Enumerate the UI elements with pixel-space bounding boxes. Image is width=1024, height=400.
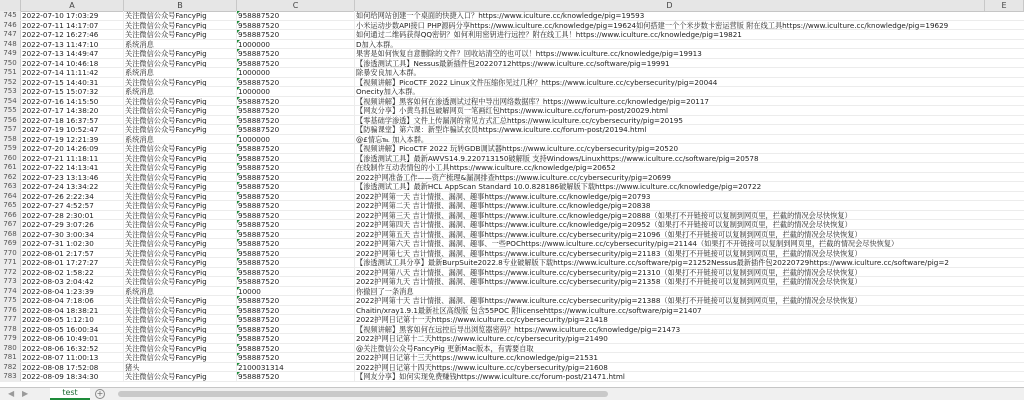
next-sheet-icon[interactable]: ▶ [22, 389, 29, 398]
cell-c[interactable]: 958887520 [237, 296, 355, 305]
table-row [0, 11, 1024, 21]
cell-d[interactable]: 【渗透测试工具】最新AWVS14.9.220713150破解版 支持Windows/Linuxhttps://www.iculture.cc/software/pig=20578 [356, 153, 759, 163]
cell-c[interactable]: 958887520 [237, 163, 355, 172]
column-header-b[interactable]: B [124, 0, 237, 11]
cell-a[interactable]: 2022-07-26 2:22:34 [21, 192, 124, 201]
table-row [0, 40, 1024, 50]
cell-d[interactable]: 【网友分享】如何实现免费赚钱https://www.iculture.cc/forum-post/21471.html [356, 372, 625, 381]
cell-a[interactable]: 2022-07-15 14:40:31 [21, 78, 124, 87]
cell-a[interactable]: 2022-08-08 17:52:08 [21, 363, 124, 372]
row-number[interactable]: 767 [0, 220, 21, 229]
cell-c[interactable]: 958887520 [237, 249, 355, 258]
cell-d[interactable]: 2022护网第五天 吉计情报、漏洞、趣事https://www.iculture.cc/cybersecurity/pig=21096（如果打不开链接可以复制到网页里，拦截的情况会尽快恢复） [356, 229, 862, 239]
cell-b[interactable]: 关注微信公众号FancyPig [124, 211, 237, 220]
row-number[interactable]: 775 [0, 296, 21, 305]
row-number[interactable]: 746 [0, 21, 21, 30]
cell-d[interactable]: 2022护网第四天 吉计情报、漏洞、趣事https://www.iculture.cc/knowledge/pig=20952（如果打不开链接可以复制到网页里，拦截的情况会尽快恢复） [356, 220, 852, 229]
row-number[interactable]: 761 [0, 163, 21, 172]
table-row [0, 192, 1024, 202]
prev-sheet-icon[interactable]: ◀ [8, 389, 15, 398]
row-number[interactable]: 757 [0, 125, 21, 134]
row-number[interactable]: 779 [0, 334, 21, 343]
cell-a[interactable]: 2022-08-01 2:17:57 [21, 249, 124, 258]
cell-b[interactable]: 关注微信公众号FancyPig [124, 258, 237, 267]
cell-a[interactable]: 2022-08-01 17:27:27 [21, 258, 124, 267]
table-row [0, 315, 1024, 325]
table-row [0, 296, 1024, 306]
cell-b[interactable]: 关注微信公众号FancyPig [124, 173, 237, 182]
cell-a[interactable]: 2022-07-29 3:07:26 [21, 220, 124, 229]
row-number[interactable]: 771 [0, 258, 21, 267]
row-number[interactable]: 753 [0, 87, 21, 96]
cell-d[interactable]: 在线制作互动表情包的小工具https://www.iculture.cc/knowledge/pig=20652 [356, 163, 616, 172]
row-number[interactable]: 777 [0, 315, 21, 324]
cell-b[interactable]: 关注微信公众号FancyPig [124, 296, 237, 305]
cell-b[interactable]: 关注微信公众号FancyPig [124, 268, 237, 277]
table-row [0, 287, 1024, 297]
table-row [0, 258, 1024, 268]
cell-b[interactable]: 关注微信公众号FancyPig [124, 353, 237, 362]
cell-b[interactable]: 系统消息 [124, 287, 237, 296]
row-number[interactable]: 754 [0, 97, 21, 106]
cell-c[interactable]: 958887520 [237, 344, 355, 353]
cell-c[interactable]: 958887520 [237, 230, 355, 239]
cell-a[interactable]: 2022-07-15 15:07:32 [21, 87, 124, 96]
table-row [0, 268, 1024, 278]
rows-container [0, 11, 1024, 382]
cell-a[interactable]: 2022-07-19 10:52:47 [21, 125, 124, 134]
cell-a[interactable]: 2022-07-20 14:26:09 [21, 144, 124, 153]
cell-d[interactable]: 【防骗课堂】第六课：新型诈骗试衣员https://www.iculture.cc/forum-post/20194.html [356, 125, 647, 134]
table-row [0, 125, 1024, 135]
cell-a[interactable]: 2022-07-23 13:13:46 [21, 173, 124, 182]
column-header-a[interactable]: A [21, 0, 124, 11]
cell-c[interactable]: 958887520 [237, 325, 355, 334]
cell-c[interactable]: 958887520 [237, 97, 355, 106]
cell-c[interactable]: 958887520 [237, 334, 355, 343]
table-row [0, 239, 1024, 249]
cell-b[interactable]: 关注微信公众号FancyPig [124, 59, 237, 68]
cell-d[interactable]: 如何给网站创建一个桌面的快捷入口？https://www.iculture.cc/knowledge/pig=19593 [356, 11, 645, 20]
row-number[interactable]: 780 [0, 344, 21, 353]
cell-d[interactable]: 【网友分享】小黄鸟抓包破解网页一笔画红包https://www.iculture.cc/forum-post/20029.html [356, 106, 668, 115]
cell-c[interactable]: 958887520 [237, 192, 355, 201]
cell-c[interactable]: 958887520 [237, 315, 355, 324]
sheet-tab-test[interactable]: test [50, 388, 90, 400]
cell-d[interactable]: 2022护网第一天 吉计情报、漏洞、趣事https://www.iculture.cc/knowledge/pig=20793 [356, 191, 651, 201]
cell-c[interactable]: 958887520 [237, 144, 355, 153]
cell-d[interactable]: Onecity加入本群。 [356, 87, 420, 96]
cell-c[interactable]: 958887520 [237, 353, 355, 362]
cell-b[interactable]: 关注微信公众号FancyPig [124, 49, 237, 58]
cell-a[interactable]: 2022-07-21 11:18:11 [21, 154, 124, 163]
table-row [0, 106, 1024, 116]
cell-b[interactable]: 关注微信公众号FancyPig [124, 249, 237, 258]
cell-d[interactable]: 【渗透测试工具】最新HCL AppScan Standard 10.0.828186破解版下载https://www.iculture.cc/knowledge/pig=20722 [356, 182, 762, 191]
cell-d[interactable]: 【渗透测试工具分享】最新BurpSuite2022.8专业破解版下载https://www.iculture.cc/software/pig=21252Nessus最新插件包20220729https://www.iculture.cc/software/pig=2 [356, 258, 949, 267]
cell-d[interactable]: 2022护网第八天 吉计情报、漏洞、趣事https://www.iculture.cc/cybersecurity/pig=21310（如果打不开链接可以复制到网页里，拦截的情况会尽快恢复） [356, 267, 862, 277]
cell-b[interactable]: 关注微信公众号FancyPig [124, 116, 237, 125]
cell-b[interactable]: 关注微信公众号FancyPig [124, 30, 237, 39]
table-row [0, 135, 1024, 145]
cell-d[interactable]: 你撤回了一条消息 [356, 286, 414, 296]
row-number[interactable]: 778 [0, 325, 21, 334]
table-row [0, 68, 1024, 78]
row-number[interactable]: 774 [0, 287, 21, 296]
cell-c[interactable]: 1000000 [237, 135, 355, 144]
cell-b[interactable]: 关注微信公众号FancyPig [124, 201, 237, 210]
cell-b[interactable]: 关注微信公众号FancyPig [124, 344, 237, 353]
cell-b[interactable]: 关注微信公众号FancyPig [124, 315, 237, 324]
table-row [0, 211, 1024, 221]
cell-b[interactable]: 系统消息 [124, 87, 237, 96]
table-row [0, 182, 1024, 192]
cell-b[interactable]: 关注微信公众号FancyPig [124, 306, 237, 315]
cell-b[interactable]: 关注微信公众号FancyPig [124, 192, 237, 201]
cell-d[interactable]: 【视频讲解】PicoCTF 2022 玩转GDB调试器https://www.iculture.cc/cybersecurity/pig=20520 [356, 144, 679, 153]
cell-b[interactable]: 关注微信公众号FancyPig [124, 163, 237, 172]
row-number[interactable]: 782 [0, 363, 21, 372]
cell-c[interactable]: 958887520 [237, 11, 355, 20]
cell-a[interactable]: 2022-07-18 16:37:57 [21, 116, 124, 125]
cell-b[interactable]: 关注微信公众号FancyPig [124, 372, 237, 381]
table-row [0, 249, 1024, 259]
cell-d[interactable]: 【渗透测试工具】Nessus最新插件包20220712https://www.iculture.cc/software/pig=19991 [356, 58, 670, 68]
table-row [0, 277, 1024, 287]
cell-a[interactable]: 2022-08-05 1:12:10 [21, 315, 124, 324]
table-row [0, 363, 1024, 373]
cell-c[interactable]: 1000000 [237, 40, 355, 49]
cell-b[interactable]: 关注微信公众号FancyPig [124, 325, 237, 334]
table-row [0, 116, 1024, 126]
table-row [0, 306, 1024, 316]
table-row [0, 201, 1024, 211]
row-number[interactable]: 772 [0, 268, 21, 277]
cell-d[interactable]: 如何通过二维码获得QQ密钥？如何利用密钥进行远控？附在线工具！https://www.iculture.cc/knowledge/pig=19821 [356, 30, 742, 39]
cell-d[interactable]: 2022护网第三天 吉计情报、漏洞、趣事https://www.iculture.cc/knowledge/pig=20888（如果打不开链接可以复制到网页里，拦截的情况会尽快恢复） [356, 210, 852, 220]
row-number[interactable]: 758 [0, 135, 21, 144]
cell-a[interactable]: 2022-07-17 14:38:20 [21, 106, 124, 115]
cell-a[interactable]: 2022-07-22 14:13:41 [21, 163, 124, 172]
row-number[interactable]: 745 [0, 11, 21, 20]
row-number[interactable]: 748 [0, 40, 21, 49]
table-row [0, 334, 1024, 344]
row-number[interactable]: 781 [0, 353, 21, 362]
cell-d[interactable]: 【视频讲解】黑客如何在远控后导出浏览器密码？https://www.iculture.cc/knowledge/pig=21473 [356, 324, 681, 334]
row-number[interactable]: 762 [0, 173, 21, 182]
table-row [0, 21, 1024, 31]
cell-a[interactable]: 2022-07-14 10:46:18 [21, 59, 124, 68]
cell-c[interactable]: 958887520 [237, 78, 355, 87]
column-header-c[interactable]: C [237, 0, 355, 11]
cell-d[interactable]: 2022护网第七天 吉计情报、漏洞、趣事https://www.iculture.cc/cybersecurity/pig=21183（如果打不开链接可以复制到网页里，拦截的情况会尽快恢复） [356, 248, 862, 258]
cell-a[interactable]: 2022-08-09 18:34:30 [21, 372, 124, 381]
cell-a[interactable]: 2022-07-27 4:52:57 [21, 201, 124, 210]
cell-c[interactable]: 958887520 [237, 306, 355, 315]
row-number[interactable]: 751 [0, 68, 21, 77]
cell-b[interactable]: 关注微信公众号FancyPig [124, 334, 237, 343]
cell-c[interactable]: 958887520 [237, 30, 355, 39]
cell-c[interactable]: 958887520 [237, 277, 355, 286]
table-row [0, 163, 1024, 173]
table-row [0, 30, 1024, 40]
cell-a[interactable]: 2022-07-12 16:27:46 [21, 30, 124, 39]
cell-a[interactable]: 2022-07-11 14:17:07 [21, 21, 124, 30]
cell-c[interactable]: 2100031314 [237, 363, 355, 372]
table-row [0, 230, 1024, 240]
cell-a[interactable]: 2022-07-19 12:21:39 [21, 135, 124, 144]
cell-a[interactable]: 2022-07-24 13:34:22 [21, 182, 124, 191]
row-number[interactable]: 749 [0, 49, 21, 58]
select-all-corner[interactable] [0, 0, 21, 11]
cell-b[interactable]: 关注微信公众号FancyPig [124, 78, 237, 87]
horizontal-scrollbar[interactable] [118, 390, 1024, 398]
cell-a[interactable]: 2022-07-14 11:11:42 [21, 68, 124, 77]
cell-c[interactable]: 958887520 [237, 258, 355, 267]
scrollbar-thumb[interactable] [118, 391, 608, 397]
cell-c[interactable]: 958887520 [237, 239, 355, 248]
cell-b[interactable]: 关注微信公众号FancyPig [124, 21, 237, 30]
cell-b[interactable]: 系统消息 [124, 68, 237, 77]
cell-c[interactable]: 958887520 [237, 211, 355, 220]
cell-b[interactable]: 关注微信公众号FancyPig [124, 239, 237, 248]
cell-d[interactable]: 【视频讲解】PicoCTF 2022 Linux文件压缩你见过几种？https://www.iculture.cc/cybersecurity/pig=20044 [356, 77, 718, 87]
cell-c[interactable]: 958887520 [237, 182, 355, 191]
cell-d[interactable]: 2022护网日记第十一天https://www.iculture.cc/cybersecurity/pig=21418 [356, 315, 608, 324]
cell-a[interactable]: 2022-07-28 2:30:01 [21, 211, 124, 220]
row-number[interactable]: 755 [0, 106, 21, 115]
cell-d[interactable]: 除暴安良加入本群。 [356, 68, 421, 77]
cell-c[interactable]: 958887520 [237, 49, 355, 58]
cell-d[interactable]: 2022护网日记第十四天https://www.iculture.cc/cybersecurity/pig=21608 [356, 362, 608, 372]
cell-b[interactable]: 关注微信公众号FancyPig [124, 182, 237, 191]
cell-c[interactable]: 1000000 [237, 87, 355, 96]
table-row [0, 97, 1024, 107]
row-number[interactable]: 769 [0, 239, 21, 248]
table-row [0, 59, 1024, 69]
cell-a[interactable]: 2022-08-07 11:00:13 [21, 353, 124, 362]
cell-d[interactable]: 小米运动步数API接口 PHP源码分享https://www.iculture.cc/knowledge/pig=19624如何搭建一个个米步数卡密运营版 附在线工具https://www.iculture.cc/knowledge/pig=19629 [356, 20, 949, 30]
cell-d[interactable]: 2022护网第十天 吉计情报、漏洞、趣事https://www.iculture.cc/cybersecurity/pig=21388（如果打不开链接可以复制到网页里，拦截的情况会尽快恢复） [356, 296, 862, 305]
cell-b[interactable]: 关注微信公众号FancyPig [124, 97, 237, 106]
row-number[interactable]: 776 [0, 306, 21, 315]
cell-b[interactable]: 猪头 [124, 363, 237, 372]
row-number[interactable]: 750 [0, 59, 21, 68]
cell-d[interactable]: 2022护网第二天 吉计情报、漏洞、趣事https://www.iculture.cc/knowledge/pig=20838 [356, 201, 651, 210]
cell-c[interactable]: 958887520 [237, 220, 355, 229]
cell-a[interactable]: 2022-07-16 14:15:50 [21, 97, 124, 106]
cell-d[interactable]: 果害是如何恢复自意删除的文件？回收站清空的也可以！https://www.iculture.cc/knowledge/pig=19913 [356, 49, 702, 58]
table-row [0, 144, 1024, 154]
cell-c[interactable]: 958887520 [237, 154, 355, 163]
cell-b[interactable]: 关注微信公众号FancyPig [124, 154, 237, 163]
column-header-e[interactable]: E [985, 0, 1024, 11]
row-number[interactable]: 765 [0, 201, 21, 210]
cell-c[interactable]: 958887520 [237, 106, 355, 115]
table-row [0, 154, 1024, 164]
table-row [0, 344, 1024, 354]
table-row [0, 78, 1024, 88]
add-sheet-icon[interactable]: + [96, 389, 104, 398]
cell-a[interactable]: 2022-08-03 2:04:42 [21, 277, 124, 286]
cell-d[interactable]: @£情忘℡ 加入本群。 [356, 134, 429, 144]
cell-c[interactable]: 958887520 [237, 173, 355, 182]
table-row [0, 325, 1024, 335]
cell-a[interactable]: 2022-08-04 18:38:21 [21, 306, 124, 315]
cell-a[interactable]: 2022-07-13 11:47:10 [21, 40, 124, 49]
cell-d[interactable]: Chaitin/xray1.9.1最新社区高级版 包含55POC 附licensehttps://www.iculture.cc/software/pig=21407 [356, 305, 702, 315]
cell-c[interactable]: 958887520 [237, 59, 355, 68]
row-number[interactable]: 773 [0, 277, 21, 286]
row-number[interactable]: 764 [0, 192, 21, 201]
cell-b[interactable]: 关注微信公众号FancyPig [124, 277, 237, 286]
cell-a[interactable]: 2022-07-13 14:49:47 [21, 49, 124, 58]
table-row [0, 173, 1024, 183]
table-row [0, 87, 1024, 97]
cell-b[interactable]: 关注微信公众号FancyPig [124, 144, 237, 153]
row-number[interactable]: 766 [0, 211, 21, 220]
cell-d[interactable]: 【零基础学渗透】文件上传漏洞的常见方式汇总https://www.iculture.cc/cybersecurity/pig=20195 [356, 115, 683, 125]
cell-a[interactable]: 2022-08-06 16:32:52 [21, 344, 124, 353]
cell-d[interactable]: 2022护网第九天 吉计情报、漏洞、趣事https://www.iculture.cc/cybersecurity/pig=21358（如果打不开链接可以复制到网页里，拦截的情况会尽快恢复） [356, 277, 862, 286]
row-number[interactable]: 747 [0, 30, 21, 39]
cell-d[interactable]: @关注微信公众号FancyPig 更新Mac版本，有需要自取 [356, 343, 534, 353]
cell-c[interactable]: 1000000 [237, 68, 355, 77]
table-row [0, 353, 1024, 363]
row-number[interactable]: 783 [0, 372, 21, 381]
cell-a[interactable]: 2022-07-31 1:02:30 [21, 239, 124, 248]
cell-b[interactable]: 关注微信公众号FancyPig [124, 11, 237, 20]
cell-d[interactable]: 2022护网准备工作——资产梳理&漏洞排查https://www.iculture.cc/cybersecurity/pig=20699 [356, 172, 671, 182]
cell-c[interactable]: 958887520 [237, 372, 355, 381]
cell-a[interactable]: 2022-07-30 3:00:34 [21, 230, 124, 239]
cell-a[interactable]: 2022-08-02 1:58:22 [21, 268, 124, 277]
cell-d[interactable]: 2022护网第六天 吉计情报、漏洞、趣事、一些POChttps://www.iculture.cc/cybersecurity/pig=21144（如果打不开链接可以复制到网页里，拦截的情况会尽快恢复） [356, 239, 899, 248]
cell-c[interactable]: 958887520 [237, 201, 355, 210]
cell-b[interactable]: 关注微信公众号FancyPig [124, 106, 237, 115]
cell-c[interactable]: 958887520 [237, 268, 355, 277]
cell-a[interactable]: 2022-08-04 7:18:06 [21, 296, 124, 305]
cell-b[interactable]: 关注微信公众号FancyPig [124, 220, 237, 229]
column-header-d[interactable]: D [355, 0, 985, 11]
cell-a[interactable]: 2022-08-05 16:00:34 [21, 325, 124, 334]
cell-b[interactable]: 关注微信公众号FancyPig [124, 125, 237, 134]
cell-b[interactable]: 关注微信公众号FancyPig [124, 230, 237, 239]
cell-b[interactable]: 系统消息 [124, 135, 237, 144]
cell-b[interactable]: 系统消息 [124, 40, 237, 49]
cell-d[interactable]: D加入本群。 [356, 39, 398, 49]
row-number[interactable]: 763 [0, 182, 21, 191]
row-number[interactable]: 770 [0, 249, 21, 258]
row-number[interactable]: 752 [0, 78, 21, 87]
sheet-tab-bar [0, 387, 1024, 400]
cell-c[interactable]: 958887520 [237, 21, 355, 30]
cell-d[interactable]: 2022护网日记第十二天https://www.iculture.cc/cybersecurity/pig=21490 [356, 334, 608, 343]
cell-c[interactable]: 958887520 [237, 116, 355, 125]
cell-d[interactable]: 2022护网日记第十三天https://www.iculture.cc/knowledge/pig=21531 [356, 353, 598, 362]
cell-a[interactable]: 2022-07-10 17:03:29 [21, 11, 124, 20]
table-row [0, 220, 1024, 230]
cell-d[interactable]: 【视频讲解】黑客如何在渗透测试过程中导出网络数据库？https://www.iculture.cc/knowledge/pig=20117 [356, 96, 709, 106]
cell-a[interactable]: 2022-08-04 1:23:39 [21, 287, 124, 296]
row-number[interactable]: 756 [0, 116, 21, 125]
cell-c[interactable]: 10000 [237, 287, 355, 296]
row-number[interactable]: 768 [0, 230, 21, 239]
row-number[interactable]: 759 [0, 144, 21, 153]
cell-a[interactable]: 2022-08-06 10:49:01 [21, 334, 124, 343]
row-number[interactable]: 760 [0, 154, 21, 163]
cell-c[interactable]: 958887520 [237, 125, 355, 134]
table-row [0, 372, 1024, 382]
table-row [0, 49, 1024, 59]
